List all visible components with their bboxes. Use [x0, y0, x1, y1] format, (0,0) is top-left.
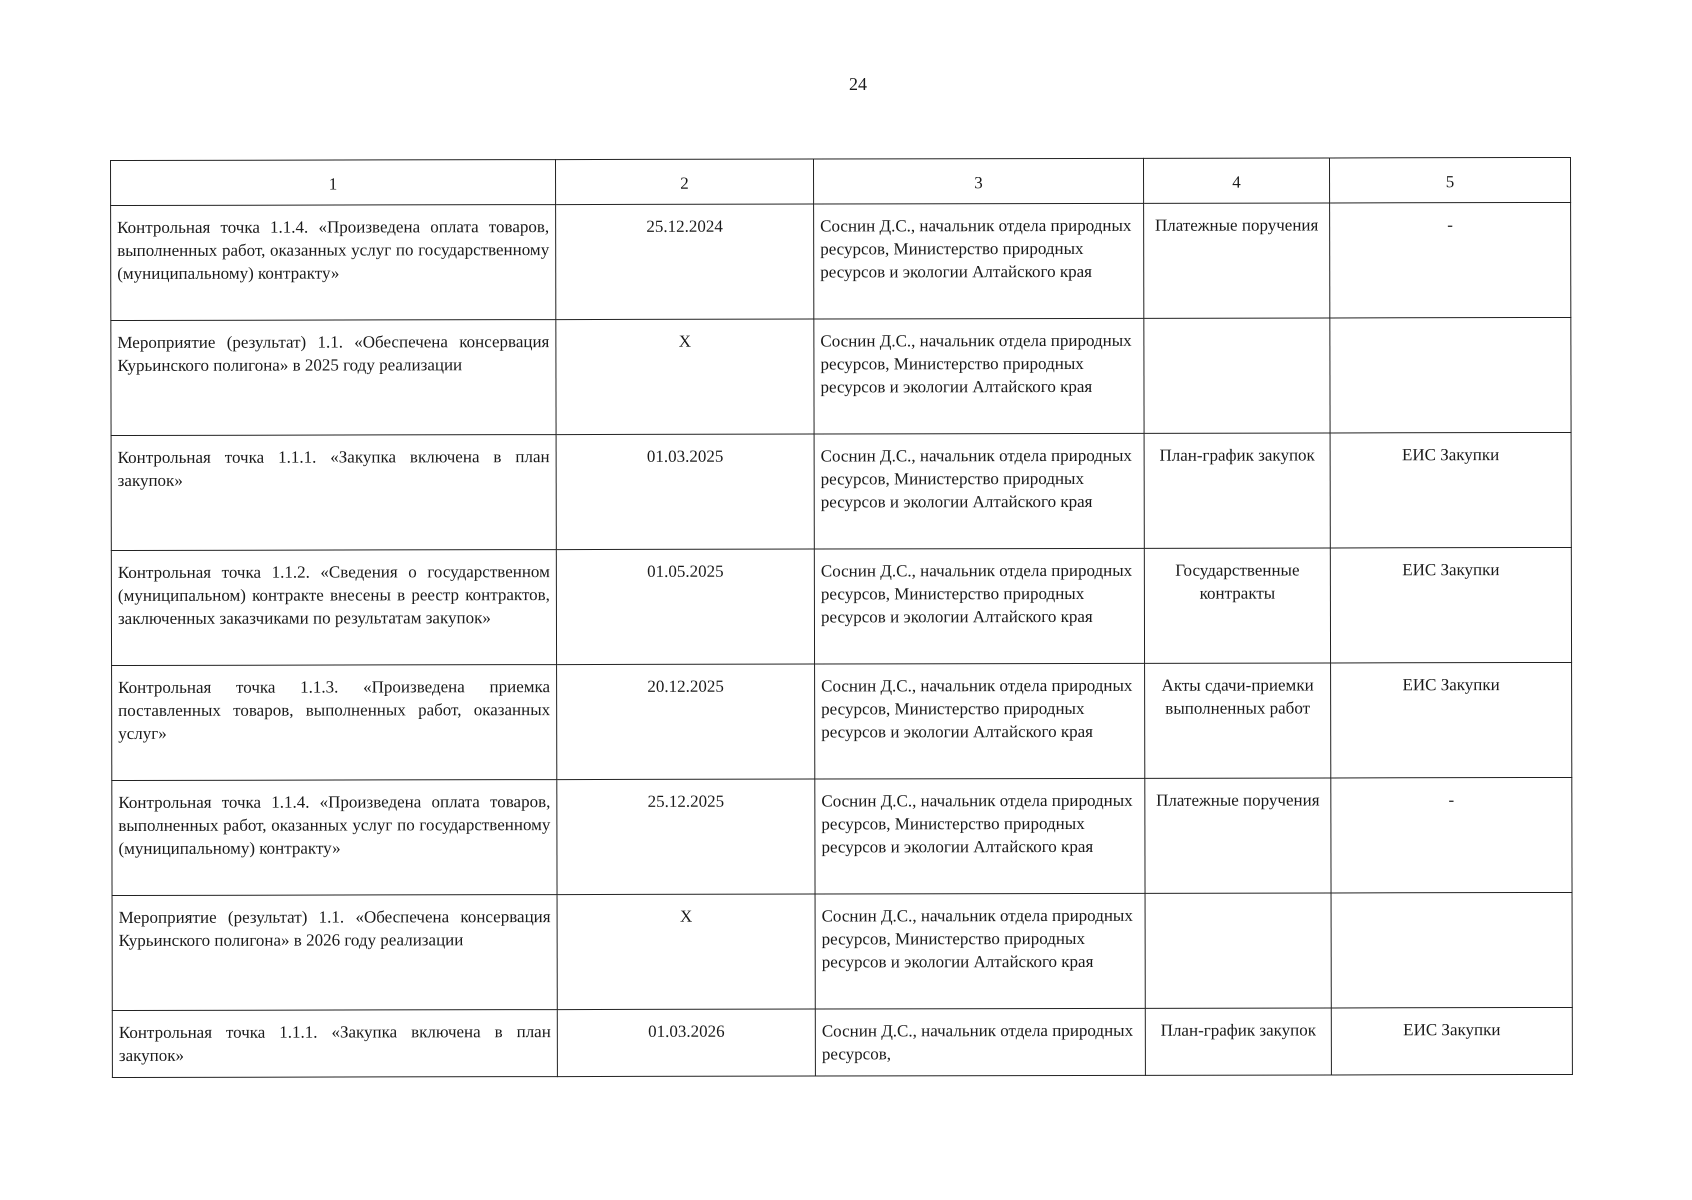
- row-responsible-cell: Соснин Д.С., начальник отдела природных ресурсов, Министерство природных ресурсов и экологии Алтайского края: [814, 318, 1144, 434]
- row-source-cell: ЕИС Закупки: [1330, 547, 1571, 663]
- table-row: [111, 547, 1571, 665]
- row-name-cell: Мероприятие (результат) 1.1. «Обеспечена консервация Курьинского полигона» в 2025 году реализации: [111, 320, 556, 436]
- row-date-cell: 20.12.2025: [557, 664, 815, 780]
- row-name-cell: Мероприятие (результат) 1.1. «Обеспечена консервация Курьинского полигона» в 2026 году реализации: [112, 895, 557, 1011]
- row-date-cell: 01.03.2026: [557, 1009, 815, 1077]
- row-name-cell: Контрольная точка 1.1.4. «Произведена оплата товаров, выполненных работ, оказанных услуг по государственному (муниципальному) контракту»: [112, 780, 557, 896]
- table-row: [112, 662, 1572, 780]
- row-responsible-cell: Соснин Д.С., начальник отдела природных ресурсов, Министерство природных ресурсов и экологии Алтайского края: [815, 663, 1145, 779]
- table-row: [111, 317, 1571, 435]
- row-date-cell: 01.05.2025: [556, 549, 814, 665]
- column-header-5: 5: [1329, 157, 1570, 203]
- row-document-cell: Платежные поручения: [1145, 778, 1331, 893]
- page-number: 24: [849, 74, 867, 94]
- table-header: [111, 157, 1571, 205]
- row-document-cell: Платежные поручения: [1144, 203, 1330, 318]
- row-name-cell: Контрольная точка 1.1.1. «Закупка включена в план закупок»: [112, 1010, 557, 1078]
- row-document-cell: [1144, 318, 1330, 433]
- row-source-cell: -: [1330, 202, 1571, 318]
- column-header-2: 2: [556, 159, 814, 205]
- control-points-table: [110, 157, 1573, 1078]
- row-document-cell: План-график закупок: [1144, 433, 1330, 548]
- row-responsible-cell: Соснин Д.С., начальник отдела природных ресурсов, Министерство природных ресурсов и экологии Алтайского края: [814, 433, 1144, 549]
- column-header-4: 4: [1143, 158, 1329, 203]
- header-row: [111, 157, 1571, 205]
- row-source-cell: [1331, 892, 1572, 1008]
- table-row: [112, 892, 1572, 1010]
- row-responsible-cell: Соснин Д.С., начальник отдела природных ресурсов, Министерство природных ресурсов и экологии Алтайского края: [815, 893, 1145, 1009]
- row-name-cell: Контрольная точка 1.1.2. «Сведения о государственном (муниципальном) контракте внесены в реестр контрактов, заключенных заказчиками по результатам закупок»: [111, 550, 556, 666]
- column-header-1: 1: [111, 160, 556, 206]
- row-responsible-cell: Соснин Д.С., начальник отдела природных ресурсов,: [815, 1008, 1145, 1076]
- row-name-cell: Контрольная точка 1.1.3. «Произведена приемка поставленных товаров, выполненных работ, оказанных услуг»: [112, 665, 557, 781]
- row-document-cell: [1145, 893, 1331, 1008]
- row-date-cell: 25.12.2025: [557, 779, 815, 895]
- row-document-cell: Государственные контракты: [1144, 548, 1330, 663]
- table-row: [112, 1007, 1572, 1077]
- row-responsible-cell: Соснин Д.С., начальник отдела природных ресурсов, Министерство природных ресурсов и экологии Алтайского края: [814, 203, 1144, 319]
- row-source-cell: -: [1331, 777, 1572, 893]
- row-document-cell: Акты сдачи-приемки выполненных работ: [1145, 663, 1331, 778]
- row-name-cell: Контрольная точка 1.1.4. «Произведена оплата товаров, выполненных работ, оказанных услуг по государственному (муниципальному) контракту»: [111, 205, 556, 321]
- table-body: [111, 202, 1573, 1077]
- row-responsible-cell: Соснин Д.С., начальник отдела природных ресурсов, Министерство природных ресурсов и экологии Алтайского края: [814, 548, 1144, 664]
- row-source-cell: ЕИС Закупки: [1330, 432, 1571, 548]
- row-date-cell: X: [556, 319, 814, 435]
- row-source-cell: ЕИС Закупки: [1331, 1007, 1572, 1075]
- table-row: [111, 202, 1571, 320]
- row-responsible-cell: Соснин Д.С., начальник отдела природных ресурсов, Министерство природных ресурсов и экологии Алтайского края: [815, 778, 1145, 894]
- row-date-cell: X: [557, 894, 815, 1010]
- table-row: [111, 432, 1571, 550]
- row-name-cell: Контрольная точка 1.1.1. «Закупка включена в план закупок»: [111, 435, 556, 551]
- row-date-cell: 01.03.2025: [556, 434, 814, 550]
- row-source-cell: ЕИС Закупки: [1331, 662, 1572, 778]
- row-document-cell: План-график закупок: [1145, 1008, 1331, 1075]
- row-date-cell: 25.12.2024: [556, 204, 814, 320]
- table-row: [112, 777, 1572, 895]
- column-header-3: 3: [813, 158, 1143, 204]
- row-source-cell: [1330, 317, 1571, 433]
